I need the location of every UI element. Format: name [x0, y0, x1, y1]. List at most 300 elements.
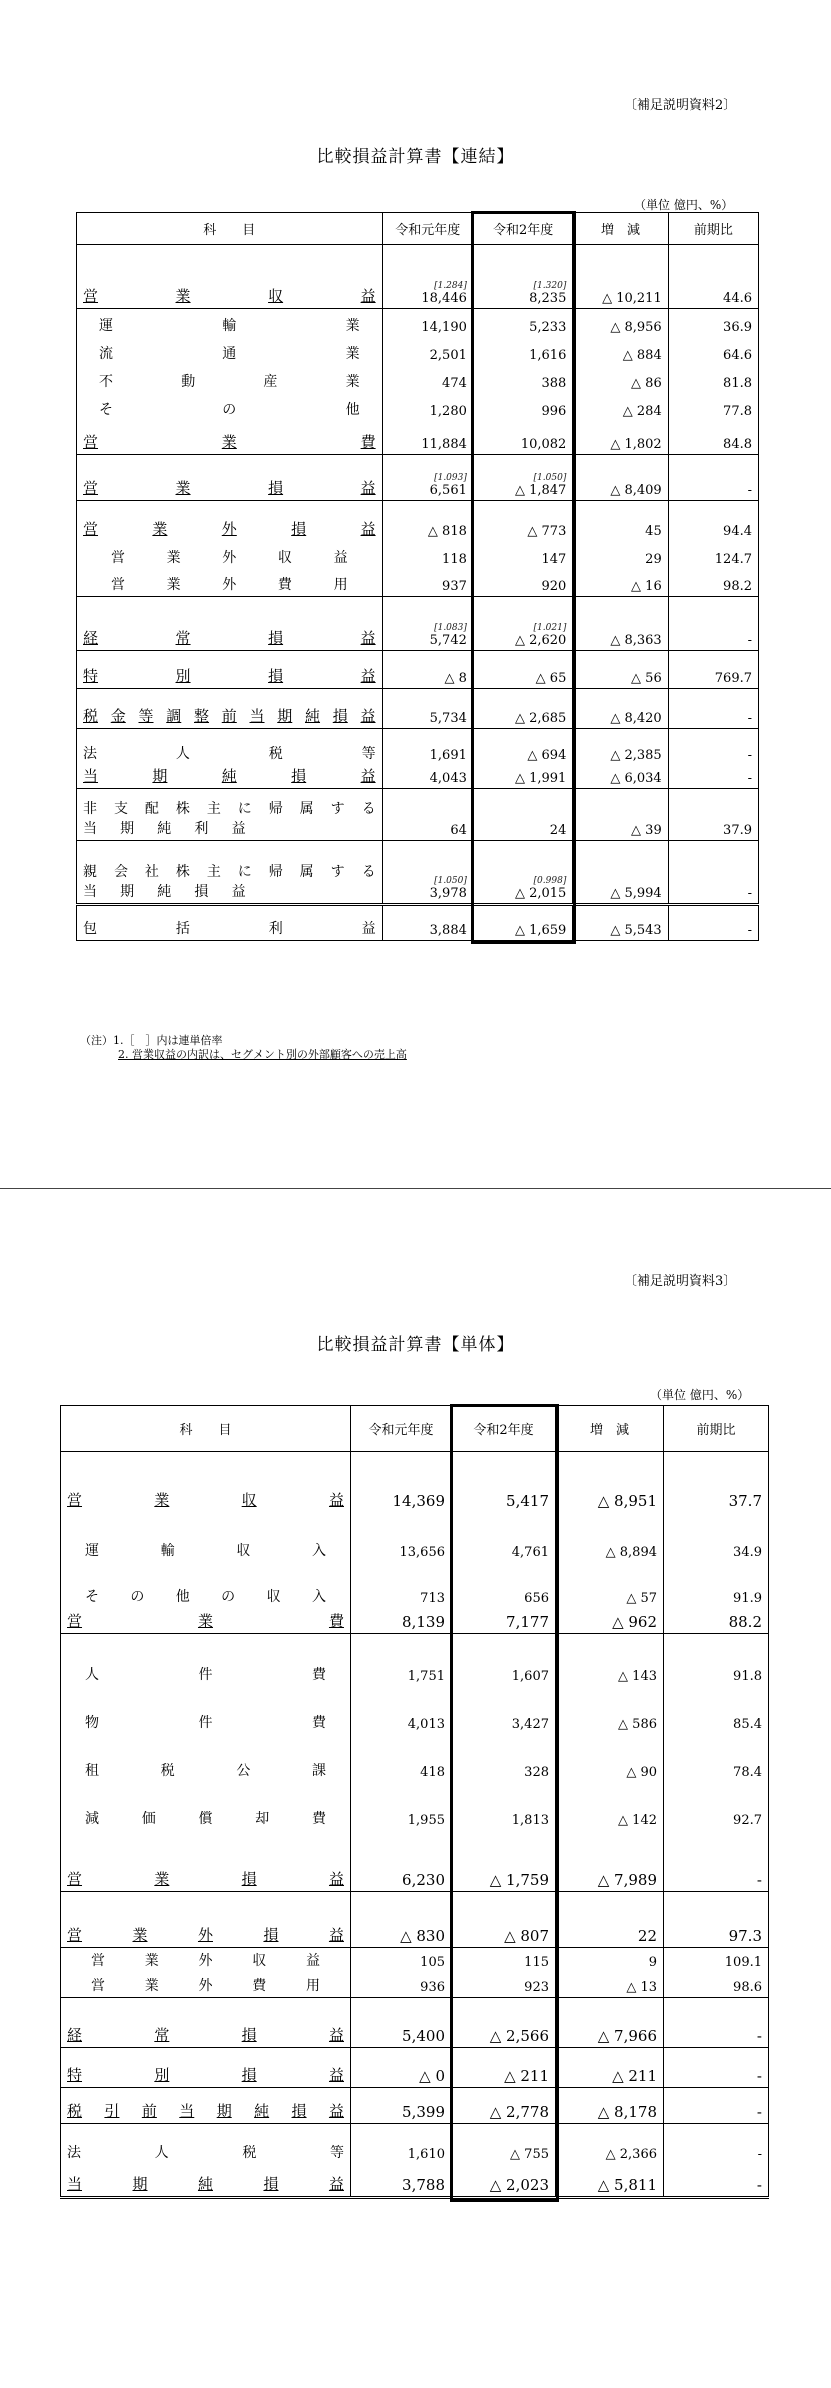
value-change-text: △ 8,363 — [610, 633, 662, 648]
row-label-text — [67, 1924, 344, 1945]
value-ratio-text: - — [747, 885, 752, 901]
row-label-char: 業 — [175, 287, 191, 305]
value-ratio — [664, 2124, 769, 2164]
row-label-char: 入 — [311, 1588, 326, 1605]
value-fy2019-text: 5,399 — [402, 2103, 445, 2121]
row-label-char: 純 — [254, 2102, 270, 2120]
row-label-char: 減 — [85, 1810, 99, 1827]
row-label — [77, 541, 383, 569]
row-label-char: 益 — [328, 1490, 344, 1509]
value-ratio-text: 98.6 — [733, 1980, 762, 1995]
value-change — [573, 337, 668, 365]
row-label-char: 収 — [236, 1542, 251, 1559]
value-fy2020-text: △ 1,991 — [514, 770, 567, 786]
value-fy2020-text: △ 211 — [504, 2067, 549, 2085]
value-change-text: △ 1,802 — [610, 437, 662, 452]
table-row — [77, 393, 759, 421]
value-fy2020 — [452, 1608, 556, 1634]
row-label-char: 益 — [360, 287, 376, 305]
value-change — [573, 393, 668, 421]
value-change-text: △ 13 — [626, 1980, 657, 1995]
row-label-char: 営 — [83, 519, 99, 538]
value-change — [573, 689, 668, 729]
value-change-text: △ 90 — [626, 1764, 657, 1780]
row-label-char: 利 — [268, 920, 283, 937]
value-fy2019 — [351, 1512, 452, 1562]
value-fy2019-text: 1,691 — [429, 747, 467, 763]
row-label-char: 益 — [328, 2026, 344, 2044]
value-fy2019 — [351, 1634, 452, 1686]
row-label-char: 損 — [241, 2066, 257, 2084]
value-ratio-text: 64.6 — [723, 347, 752, 363]
value-ratio-text: 37.9 — [723, 822, 752, 838]
value-ratio — [664, 2088, 769, 2124]
value-change — [556, 1608, 664, 1634]
value-fy2020-text: 1,616 — [529, 347, 567, 363]
value-fy2019-text: 18,446 — [421, 291, 467, 306]
value-fy2019-text: 5,734 — [429, 711, 467, 726]
value-ratio — [668, 245, 758, 309]
value-fy2019-text: 3,978 — [429, 885, 467, 901]
row-label-char: 用 — [306, 1978, 320, 1994]
row-label-text — [85, 1664, 326, 1684]
value-ratio — [664, 2048, 769, 2088]
value-fy2019 — [382, 501, 473, 541]
row-label-char: 租 — [85, 1762, 99, 1779]
value-change — [573, 365, 668, 393]
row-label-char: 運 — [99, 317, 113, 334]
value-fy2020 — [473, 421, 572, 455]
value-fy2020-text: 115 — [524, 1954, 549, 1970]
table-row — [77, 421, 759, 455]
row-label — [77, 765, 383, 789]
row-label-char: 特 — [83, 667, 99, 685]
row-label — [61, 1512, 351, 1562]
row-label-char: 益 — [360, 519, 376, 538]
table-row — [61, 1998, 769, 2048]
row-label-char: 損 — [263, 2175, 279, 2193]
row-label-char: 当 — [83, 883, 97, 900]
row-label-char: 経 — [67, 2026, 83, 2044]
value-fy2019 — [382, 393, 473, 421]
value-fy2020 — [473, 729, 572, 765]
value-fy2019-text: 11,884 — [421, 437, 467, 452]
value-fy2020-text: △ 773 — [527, 523, 567, 539]
row-label-char: 期 — [152, 766, 168, 785]
value-fy2020 — [473, 541, 572, 569]
row-label-char: 期 — [216, 2102, 232, 2120]
row-label-char: 収 — [241, 1490, 257, 1509]
row-label-char: 益 — [360, 707, 376, 725]
row-label-char: 純 — [197, 2175, 213, 2193]
value-ratio — [664, 1948, 769, 1972]
value-fy2019 — [351, 2088, 452, 2124]
value-ratio-text: - — [747, 633, 752, 648]
value-change — [573, 541, 668, 569]
table-row — [77, 309, 759, 337]
row-label-char: 損 — [194, 883, 209, 900]
row-label-char: 費 — [328, 1612, 344, 1630]
row-label-char: 営 — [83, 433, 99, 451]
value-fy2020-text: △ 2,778 — [489, 2103, 549, 2121]
value-ratio — [668, 501, 758, 541]
row-label-char: 費 — [277, 577, 292, 593]
row-label — [61, 2164, 351, 2198]
value-change — [556, 1686, 664, 1734]
doc2-tag: 〔補足説明資料3〕 — [624, 1274, 737, 1289]
value-ratio-text: - — [756, 2067, 762, 2085]
row-label-text — [91, 1975, 320, 1995]
row-label-char: そ — [99, 401, 113, 418]
value-change — [573, 765, 668, 789]
doc1-tag: 〔補足説明資料2〕 — [624, 98, 737, 113]
row-label-char: 株 — [175, 800, 190, 817]
value-ratio-text: 44.6 — [723, 291, 752, 306]
row-label-char: 営 — [67, 1612, 83, 1630]
row-label — [61, 1734, 351, 1782]
value-fy2020-text: 328 — [524, 1764, 549, 1780]
spacer-cell — [77, 904, 383, 914]
value-ratio-text: 81.8 — [723, 375, 752, 391]
consolidation-multiplier: [1.083] — [434, 623, 467, 633]
row-label — [77, 689, 383, 729]
row-label-char: 営 — [91, 1978, 105, 1994]
row-label-char: る — [361, 863, 376, 880]
value-change — [556, 1972, 664, 1998]
row-label-char: 人 — [154, 2144, 169, 2161]
row-label — [77, 501, 383, 541]
table-row — [61, 2048, 769, 2088]
value-fy2020 — [452, 1782, 556, 1830]
row-label — [77, 421, 383, 455]
value-change-text: △ 142 — [618, 1812, 657, 1828]
row-label-char: 業 — [132, 1926, 148, 1944]
value-ratio — [668, 337, 758, 365]
row-label-text — [85, 1540, 326, 1560]
value-fy2020 — [473, 309, 572, 337]
row-label-char: 常 — [154, 2026, 170, 2044]
value-ratio-text: - — [747, 747, 752, 763]
value-change-text: △ 8,420 — [610, 711, 662, 726]
consolidation-multiplier: [1.093] — [434, 473, 467, 483]
header-change: 増 減 — [573, 213, 668, 245]
row-label — [61, 1452, 351, 1512]
value-ratio-text: 88.2 — [728, 1613, 762, 1631]
value-ratio — [664, 1734, 769, 1782]
row-label-text — [85, 1808, 326, 1828]
row-label — [61, 1782, 351, 1830]
row-label-char: 損 — [291, 519, 307, 538]
value-fy2020 — [452, 1998, 556, 2048]
row-label-char: 業 — [144, 1978, 159, 1994]
value-fy2020 — [452, 1734, 556, 1782]
row-label-char: 税 — [67, 2102, 83, 2120]
row-label-text — [99, 343, 360, 363]
value-change-text: △ 56 — [631, 671, 662, 686]
value-fy2020-text: △ 1,659 — [514, 922, 567, 938]
value-ratio — [664, 1452, 769, 1512]
value-change-text: △ 16 — [631, 579, 662, 594]
row-label-char: 会 — [113, 863, 128, 880]
row-label-char: 費 — [252, 1978, 267, 1994]
row-label-char: 却 — [255, 1810, 270, 1827]
value-change — [556, 2088, 664, 2124]
table-row — [77, 788, 759, 840]
row-label-char: 整 — [194, 707, 210, 725]
value-fy2020 — [452, 1892, 556, 1948]
row-label-char: 期 — [132, 2175, 148, 2193]
table-row — [77, 455, 759, 501]
table-row — [61, 1892, 769, 1948]
row-label-char: 営 — [111, 577, 125, 593]
row-label-char: 純 — [221, 766, 237, 785]
value-fy2019-text: △ 818 — [427, 523, 467, 539]
value-fy2020 — [473, 501, 572, 541]
row-label-line2 — [83, 881, 246, 901]
row-label-char: 金 — [110, 707, 126, 725]
row-label-char: 業 — [345, 345, 360, 362]
row-label — [77, 914, 383, 940]
value-fy2020 — [452, 1948, 556, 1972]
value-fy2019-text: 13,656 — [399, 1544, 445, 1560]
value-fy2020-text: 147 — [541, 551, 567, 567]
value-fy2019-text: 105 — [420, 1954, 445, 1970]
row-label-text — [85, 1586, 326, 1606]
row-label-char: 株 — [175, 863, 190, 880]
row-label-char: 業 — [345, 373, 360, 390]
row-label-char: 輸 — [160, 1542, 175, 1559]
value-fy2020-text: △ 755 — [510, 2146, 549, 2162]
value-ratio-text: 97.3 — [728, 1927, 762, 1945]
row-label — [61, 2048, 351, 2088]
row-label — [77, 651, 383, 689]
row-label-char: 他 — [175, 1588, 190, 1605]
value-fy2020 — [452, 2048, 556, 2088]
row-label-char: す — [330, 800, 345, 817]
row-label-line1 — [83, 861, 376, 881]
row-label-text — [85, 1712, 326, 1732]
value-fy2019 — [382, 455, 473, 501]
value-change-text: 22 — [637, 1927, 657, 1945]
doc1-unit: （単位 億円、%） — [634, 198, 734, 212]
value-fy2020-text: △ 2,566 — [489, 2027, 549, 2045]
doc1-title: 比較損益計算書【連結】 — [316, 147, 515, 167]
row-label-char: 税 — [160, 1762, 175, 1779]
consolidation-multiplier: [0.998] — [533, 875, 567, 886]
row-label-char: 益 — [231, 820, 246, 837]
row-label-char: 業 — [166, 549, 181, 566]
row-label-char: 外 — [197, 1926, 213, 1944]
row-label-char: 社 — [144, 863, 159, 880]
value-ratio — [668, 840, 758, 904]
header-ratio: 前期比 — [668, 213, 758, 245]
value-fy2019-text: 118 — [442, 551, 467, 567]
value-ratio — [664, 1634, 769, 1686]
value-fy2020 — [452, 2164, 556, 2198]
row-label-char: 親 — [83, 863, 97, 880]
value-fy2019-text: 14,369 — [392, 1491, 445, 1510]
row-label-char: 支 — [113, 800, 128, 817]
row-label — [77, 337, 383, 365]
value-change — [556, 1948, 664, 1972]
header-change: 増 減 — [556, 1406, 664, 1452]
table-row — [77, 569, 759, 597]
value-fy2019-text: 1,280 — [429, 403, 467, 419]
row-label-text — [111, 574, 348, 594]
row-label-char: 価 — [141, 1810, 156, 1827]
row-label-char: 費 — [312, 1666, 326, 1683]
value-fy2019-text: 5,742 — [429, 633, 467, 648]
row-label-char: す — [330, 863, 345, 880]
value-ratio-text: 37.7 — [728, 1491, 762, 1510]
value-fy2019 — [351, 1562, 452, 1608]
value-fy2020 — [473, 365, 572, 393]
row-label-text — [67, 2100, 344, 2121]
row-label-char: 期 — [277, 707, 293, 725]
row-label — [77, 597, 383, 651]
row-label-char: 益 — [328, 2175, 344, 2193]
table-row — [77, 337, 759, 365]
value-fy2019-text: 8,139 — [402, 1613, 445, 1631]
value-change-text: 29 — [645, 551, 662, 567]
row-label-char: 営 — [111, 549, 125, 566]
value-fy2019 — [351, 1998, 452, 2048]
row-label-char: 益 — [361, 920, 376, 937]
row-label-text — [83, 285, 376, 306]
value-change — [573, 455, 668, 501]
value-ratio — [664, 1686, 769, 1734]
row-label-char: 等 — [138, 707, 154, 725]
value-ratio — [668, 765, 758, 789]
value-fy2020 — [452, 1562, 556, 1608]
value-ratio-text: 91.9 — [733, 1590, 762, 1606]
value-fy2019 — [382, 597, 473, 651]
value-fy2019 — [382, 245, 473, 309]
row-label-char: 営 — [83, 479, 99, 497]
value-fy2020-text: 1,813 — [511, 1812, 549, 1828]
value-fy2019 — [351, 1892, 452, 1948]
header-ratio: 前期比 — [664, 1406, 769, 1452]
row-label-char: 損 — [332, 707, 348, 725]
row-label-char: 外 — [221, 519, 237, 538]
row-label-char: 損 — [268, 479, 284, 497]
value-fy2020-text: 1,607 — [511, 1668, 549, 1684]
value-fy2020 — [452, 1634, 556, 1686]
value-fy2019-text: 713 — [420, 1590, 445, 1606]
row-label-char: 帰 — [268, 863, 283, 880]
row-label-char: 営 — [67, 1926, 83, 1944]
value-ratio-text: - — [747, 711, 752, 726]
value-fy2019 — [351, 1734, 452, 1782]
value-change-text: △ 6,034 — [610, 770, 662, 786]
row-label-char: 業 — [154, 1490, 170, 1509]
row-label-char: 当 — [83, 766, 99, 785]
row-label-char: 費 — [312, 1714, 326, 1731]
value-fy2020-text: 388 — [541, 375, 567, 391]
row-label-char: 費 — [360, 433, 376, 451]
row-label-char: 営 — [83, 287, 99, 305]
value-ratio-text: - — [747, 770, 752, 786]
value-fy2020-text: △ 2,685 — [514, 711, 567, 726]
value-fy2019-text: 3,884 — [429, 922, 467, 938]
row-label-char: 業 — [175, 479, 191, 497]
row-label-char: 損 — [268, 629, 284, 647]
value-fy2019 — [351, 1830, 452, 1892]
value-fy2019-text: 936 — [420, 1980, 445, 1995]
value-fy2019 — [382, 689, 473, 729]
value-fy2020-text: △ 2,015 — [514, 885, 567, 901]
row-label-char: 営 — [67, 1870, 83, 1888]
row-label-char: 税 — [83, 707, 99, 725]
row-label-char: 産 — [263, 373, 278, 390]
doc2-title: 比較損益計算書【単体】 — [316, 1335, 515, 1355]
spacer-cell — [573, 904, 668, 914]
row-label-char: 外 — [222, 549, 237, 566]
value-fy2020-text: 923 — [524, 1980, 549, 1995]
value-change-text: △ 8,178 — [597, 2103, 657, 2121]
row-label — [61, 2124, 351, 2164]
row-label-char: 不 — [99, 373, 113, 390]
row-label-char: 経 — [83, 629, 99, 647]
value-fy2019 — [382, 840, 473, 904]
value-fy2019-text: 3,788 — [402, 2176, 445, 2194]
spacer-cell — [382, 904, 473, 914]
value-fy2019-text: 474 — [442, 375, 467, 391]
consolidation-multiplier: [1.284] — [434, 281, 467, 291]
row-label-char: 損 — [241, 1870, 257, 1888]
value-fy2020 — [452, 1452, 556, 1512]
row-label-char: 主 — [206, 863, 221, 880]
row-label-char: 損 — [268, 667, 284, 685]
row-label — [61, 1634, 351, 1686]
value-fy2020-text: 996 — [541, 403, 567, 419]
row-label-char: 主 — [206, 800, 221, 817]
value-ratio — [668, 651, 758, 689]
value-fy2019-text: 14,190 — [421, 319, 467, 335]
row-label-char: 別 — [154, 2066, 170, 2084]
row-label — [77, 365, 383, 393]
row-label-char: 損 — [291, 766, 307, 785]
row-label-text — [83, 665, 376, 686]
value-fy2020 — [452, 1686, 556, 1734]
row-label-char: の — [130, 1588, 145, 1605]
value-fy2019 — [351, 2124, 452, 2164]
note-1: （注）1.［ ］内は連単倍率 — [80, 1034, 223, 1047]
row-label-text — [91, 1950, 320, 1970]
value-ratio-text: 85.4 — [733, 1716, 762, 1732]
row-label-char: 動 — [181, 373, 196, 390]
row-label-char: 益 — [328, 1870, 344, 1888]
value-ratio — [668, 365, 758, 393]
value-fy2019 — [351, 2048, 452, 2088]
value-fy2020-text: 10,082 — [520, 437, 567, 452]
table-row — [61, 1830, 769, 1892]
row-label — [77, 245, 383, 309]
table-row — [77, 651, 759, 689]
value-fy2020 — [473, 597, 572, 651]
value-fy2019 — [351, 1452, 452, 1512]
value-fy2020-text: 3,427 — [511, 1716, 549, 1732]
row-label-char: 業 — [144, 1952, 159, 1969]
row-label-char: 業 — [152, 519, 168, 538]
row-label — [77, 393, 383, 421]
value-fy2020-text: 24 — [549, 822, 567, 838]
value-ratio — [668, 689, 758, 729]
header-subject: 科 目 — [61, 1406, 351, 1452]
row-label — [77, 455, 383, 501]
value-fy2019-text: △ 8 — [444, 671, 467, 686]
value-ratio-text: 94.4 — [723, 523, 752, 539]
